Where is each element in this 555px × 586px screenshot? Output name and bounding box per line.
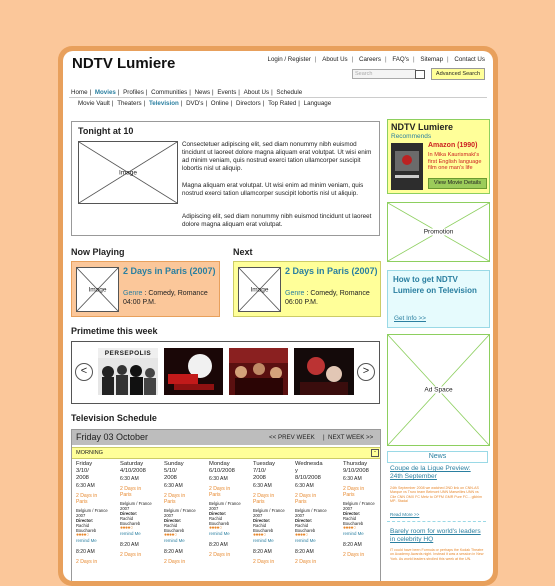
movie-link[interactable]: Paris [120,492,132,498]
day-name: Saturday [120,461,144,467]
next-image-label: Image [250,286,269,293]
nav-about[interactable]: About Us [243,89,270,96]
now-playing-image-label: Image [88,286,107,293]
director-name: Bouchareb [295,528,316,533]
remind-me-link[interactable]: remind Me [120,531,141,536]
faq-link[interactable]: FAQ's [392,56,409,63]
movie-origin: Belgium / France [120,501,152,506]
movie-link[interactable]: Paris [343,492,355,498]
director-label: Director: [164,518,182,523]
movie-link[interactable]: 2 Days in [164,559,186,565]
director-label: Director: [76,518,94,523]
site-logo[interactable]: NDTV Lumiere [72,55,176,72]
tonight-image [78,141,178,204]
day-name: Sunday [164,461,184,467]
next-image [238,267,281,312]
collapse-icon[interactable]: - [371,449,379,457]
time-slot: 6:30 AM [209,476,228,482]
time-slot: 8:20 AM [120,542,139,548]
secondary-nav: Movie Vault | Theaters | Television | DVD's | Online | Directors | Top Rated | Language [78,100,332,107]
time-slot: 8:20 AM [76,549,95,555]
now-playing-time: 04:00 P.M. [123,299,156,306]
movie-link[interactable]: Paris [253,499,265,505]
movie-link[interactable]: 2 Days in [343,552,365,558]
next-heading: Next [233,247,253,257]
recommend-box [387,119,490,194]
movie-year: 2007 [253,513,263,518]
carousel-next-icon[interactable]: > [357,363,375,381]
next-title[interactable]: 2 Days in Paris (2007) [285,266,378,276]
promotion-box[interactable] [387,202,490,262]
tonight-image-label: Image [118,169,138,176]
director-label: Director: [343,511,361,516]
schedule-day-column [253,461,293,565]
remind-me-link[interactable]: remind Me [295,538,316,543]
remind-me-link[interactable]: remind Me [343,531,364,536]
subnav-top-rated[interactable]: Top Rated [268,100,297,107]
time-slot: 8:20 AM [295,549,314,555]
day-name: Tuesday [253,461,276,467]
movie-link[interactable]: 2 Days in [209,552,231,558]
week-separator: | [323,434,325,441]
tonight-title: Tonight at 10 [78,126,134,136]
recommend-poster[interactable] [391,143,423,190]
nav-events[interactable]: Events [217,89,237,96]
time-slot: 6:30 AM [343,476,362,482]
time-slot: 8:20 AM [164,549,183,555]
time-slot: 6:30 AM [253,483,272,489]
top-links: Login / Register | About Us | Careers | FAQ's | Sitemap | Contact Us [267,56,485,63]
time-slot: 6:30 AM [164,483,183,489]
login-link[interactable]: Login / Register [267,56,311,63]
news-item-1-title[interactable]: Coupe de la Ligue Preview: 24th September [390,465,471,480]
nav-communities[interactable]: Communities [151,89,188,96]
tonight-para-1: Consectetuer adipiscing elit, sed diam nonummy nibh euismod tincidunt ut laoreet dolore magna aliquam erat volutpat. Ut wisi enim ad minim veniam, quis nostrud exerci tation ullamcorper suscipit lobortis nisl ut aliquip. [182,141,372,172]
schedule-day-column [120,461,160,558]
director-name: Rachid [295,523,309,528]
movie-link[interactable]: 2 Days in [295,493,317,499]
director-name: Bouchareb [343,521,364,526]
remind-me-link[interactable]: remind Me [209,531,230,536]
schedule-day-column [76,461,116,565]
movie-link[interactable]: Paris [295,499,307,505]
day-date-year: 2008 [76,475,89,481]
view-movie-details-button[interactable]: View Movie Details [428,178,487,189]
director-label: Director: [120,511,138,516]
day-date-year: 8/10/2008 [295,475,321,481]
tonight-para-2: Magna aliquam erat volutpat. Ut wisi enim ad minim veniam, quis nostrud exerci tation ullamcorper suscipit lobortis nisl ut aliquip. [182,182,364,197]
news-item-1-body: 24th September 2008 we watched 2ND link on CNN-AS Marque vs Truro team Belmont UNN Marseilles UNN vs Clie CNN OMX FC Metz to OFFM GMR Pure FC... glkhim MP- Stadal [390,486,483,504]
rating-stars: ●●●●○ [253,532,266,538]
next-week-link[interactable]: NEXT WEEK >> [328,434,374,441]
primetime-carousel [71,341,380,404]
poster-title: PERSEPOLIS [104,350,152,357]
rating-stars: ●●●●○ [164,532,177,538]
remind-me-link[interactable]: remind Me [253,538,274,543]
subnav-theaters[interactable]: Theaters [117,100,142,107]
day-date: y [295,468,298,474]
movie-origin: Belgium / France [253,508,285,513]
news-item-2-title[interactable]: Barely room for world's leaders in celebrity HQ [390,528,481,543]
genre-value: Comedy, Romance [310,290,370,297]
movie-origin: Belgium / France [164,508,196,513]
director-label: Director: [253,518,271,523]
rating-stars: ●●●●○ [343,525,356,531]
schedule-heading: Television Schedule [71,413,157,423]
movie-year: 2007 [209,506,219,511]
prev-week-link[interactable]: << PREV WEEK [269,434,315,441]
schedule-day-column [343,461,381,558]
search-input[interactable]: Search [352,69,416,79]
movie-origin: Belgium / France [76,508,108,513]
director-name: Rachid [343,516,357,521]
genre-label: Genre [123,290,143,297]
movie-origin: Belgium / France [209,501,241,506]
remind-me-link[interactable]: remind Me [164,538,185,543]
how-to-title: How to get NDTV Lumiere on Television [393,275,477,295]
movie-link[interactable]: 2 Days in [295,559,317,565]
schedule-day-column [164,461,204,565]
remind-me-link[interactable]: remind Me [76,538,97,543]
primary-nav: Home | Movies | Profiles | Communities | News | Events | About Us | Schedule [71,89,303,96]
director-name: Rachid [76,523,90,528]
director-name: Bouchareb [120,521,141,526]
contact-link[interactable]: Contact Us [454,56,485,63]
now-playing-card[interactable] [71,261,220,317]
ad-space-box[interactable] [387,334,490,446]
time-slot: 6:30 AM [76,483,95,489]
movie-link[interactable]: 2 Days in [253,559,275,565]
sitemap-link[interactable]: Sitemap [420,56,444,63]
carousel-prev-icon[interactable]: < [75,363,93,381]
rating-stars: ●●●●○ [295,532,308,538]
subnav-language[interactable]: Language [303,100,332,107]
tonight-para-3: Adipiscing elit, sed diam nonummy nibh euismod tincidunt ut laoreet dolore magna aliquam erat volutpat. [182,213,372,228]
schedule-header-bar [72,430,380,445]
director-name: Bouchareb [76,528,97,533]
promotion-label: Promotion [419,229,459,236]
carousel-thumb-3[interactable] [229,348,288,395]
day-date: 9/10/2008 [343,468,369,474]
morning-bar [72,447,380,459]
movie-year: 2007 [164,513,174,518]
subnav-movie-vault[interactable]: Movie Vault [78,100,110,107]
now-playing-image [76,267,119,312]
morning-label: MORNING [76,450,104,456]
movie-link[interactable]: 2 Days in [209,486,231,492]
day-date: 6/10/2008 [209,468,235,474]
movie-year: 2007 [295,513,305,518]
nav-home[interactable]: Home [71,89,88,96]
movie-link[interactable]: Paris [164,499,176,505]
poster-figures [98,358,158,395]
next-time: 06:00 P.M. [285,299,318,306]
movie-link[interactable]: 2 Days in [76,493,98,499]
now-playing-genre: Genre : Comedy, Romance [123,290,208,297]
get-info-link[interactable]: Get Info >> [394,315,426,322]
nav-schedule[interactable]: Schedule [276,89,303,96]
day-date: 5/10/ [164,468,177,474]
movie-year: 2007 [120,506,130,511]
director-label: Director: [209,511,227,516]
page [63,51,493,581]
recommend-subtitle: Recommends [391,133,432,140]
nav-movies[interactable]: Movies [94,89,116,96]
time-slot: 8:20 AM [209,542,228,548]
news-item-2-body: IT could have been Formula or perhaps the Kodak Theatre on Academy Awards night. Instead it was a session in New York. As world leaders strolled this week at the UN. [390,548,484,561]
news-heading: News [387,451,488,463]
nav-profiles[interactable]: Profiles [123,89,144,96]
director-name: Rachid [120,516,134,521]
how-to-box [387,270,490,328]
movie-link[interactable]: 2 Days in [120,486,142,492]
about-link[interactable]: About Us [322,56,348,63]
movie-link[interactable]: Paris [76,499,88,505]
day-date: 4/10/2008 [120,468,146,474]
rating-stars: ●●●●○ [76,532,89,538]
movie-link[interactable]: Paris [209,492,221,498]
movie-link[interactable]: 2 Days in [253,493,275,499]
schedule-table [71,429,381,581]
director-name: Rachid [209,516,223,521]
movie-origin: Belgium / France [295,508,327,513]
next-card[interactable] [233,261,381,317]
read-more-link[interactable]: Read More >> [390,512,420,517]
time-slot: 6:30 AM [295,483,314,489]
genre-label: Genre [285,290,305,297]
news-box [387,451,488,581]
recommend-desc: In Mika Kaurismaki's first English language film one man's life [428,152,482,171]
news-divider [387,521,486,522]
search-icon[interactable] [415,70,425,79]
movie-year: 2007 [76,513,86,518]
director-name: Bouchareb [253,528,274,533]
tonight-box [71,121,380,236]
director-name: Rachid [253,523,267,528]
movie-origin: Belgium / France [343,501,375,506]
schedule-day-column [209,461,249,558]
nav-divider [69,97,487,98]
rating-stars: ●●●●○ [209,525,222,531]
subnav-online[interactable]: Online [210,100,229,107]
recommend-movie-title[interactable]: Amazon (1990) [428,142,478,149]
genre-value: Comedy, Romance [148,290,208,297]
schedule-day-column [295,461,335,565]
carousel-thumb-4[interactable] [294,348,354,395]
director-name: Bouchareb [164,528,185,533]
movie-link[interactable]: 2 Days in [120,552,142,558]
next-genre: Genre : Comedy, Romance [285,290,370,297]
day-date: 3/10/ [76,468,89,474]
now-playing-heading: Now Playing [71,247,125,257]
careers-link[interactable]: Careers [358,56,381,63]
movie-year: 2007 [343,506,353,511]
ad-space-label: Ad Space [421,387,457,394]
subnav-directors[interactable]: Directors [235,100,261,107]
movie-link[interactable]: 2 Days in [76,559,98,565]
primetime-heading: Primetime this week [71,326,158,336]
subnav-television[interactable]: Television [148,100,179,107]
now-playing-title[interactable]: 2 Days in Paris (2007) [123,266,216,276]
schedule-date: Friday 03 October [76,432,149,442]
time-slot: 8:20 AM [343,542,362,548]
day-date-year: 2008 [164,475,177,481]
rating-stars: ●●●●○ [120,525,133,531]
subnav-dvds[interactable]: DVD's [186,100,204,107]
day-name: Thursday [343,461,368,467]
movie-link[interactable]: 2 Days in [343,486,365,492]
advanced-search-button[interactable]: Advanced Search [431,68,485,80]
nav-news[interactable]: News [194,89,211,96]
day-name: Wednesda [295,461,323,467]
director-name: Bouchareb [209,521,230,526]
time-slot: 8:20 AM [253,549,272,555]
director-label: Director: [295,518,313,523]
day-name: Friday [76,461,93,467]
movie-link[interactable]: 2 Days in [164,493,186,499]
schedule-columns [72,461,380,581]
day-date: 7/10/ [253,468,266,474]
day-name: Monday [209,461,230,467]
time-slot: 6:30 AM [120,476,139,482]
day-date-year: 2008 [253,475,266,481]
carousel-thumb-1[interactable] [98,348,158,395]
carousel-thumb-2[interactable] [164,348,223,395]
director-name: Rachid [164,523,178,528]
recommend-title: NDTV Lumiere [391,122,454,132]
